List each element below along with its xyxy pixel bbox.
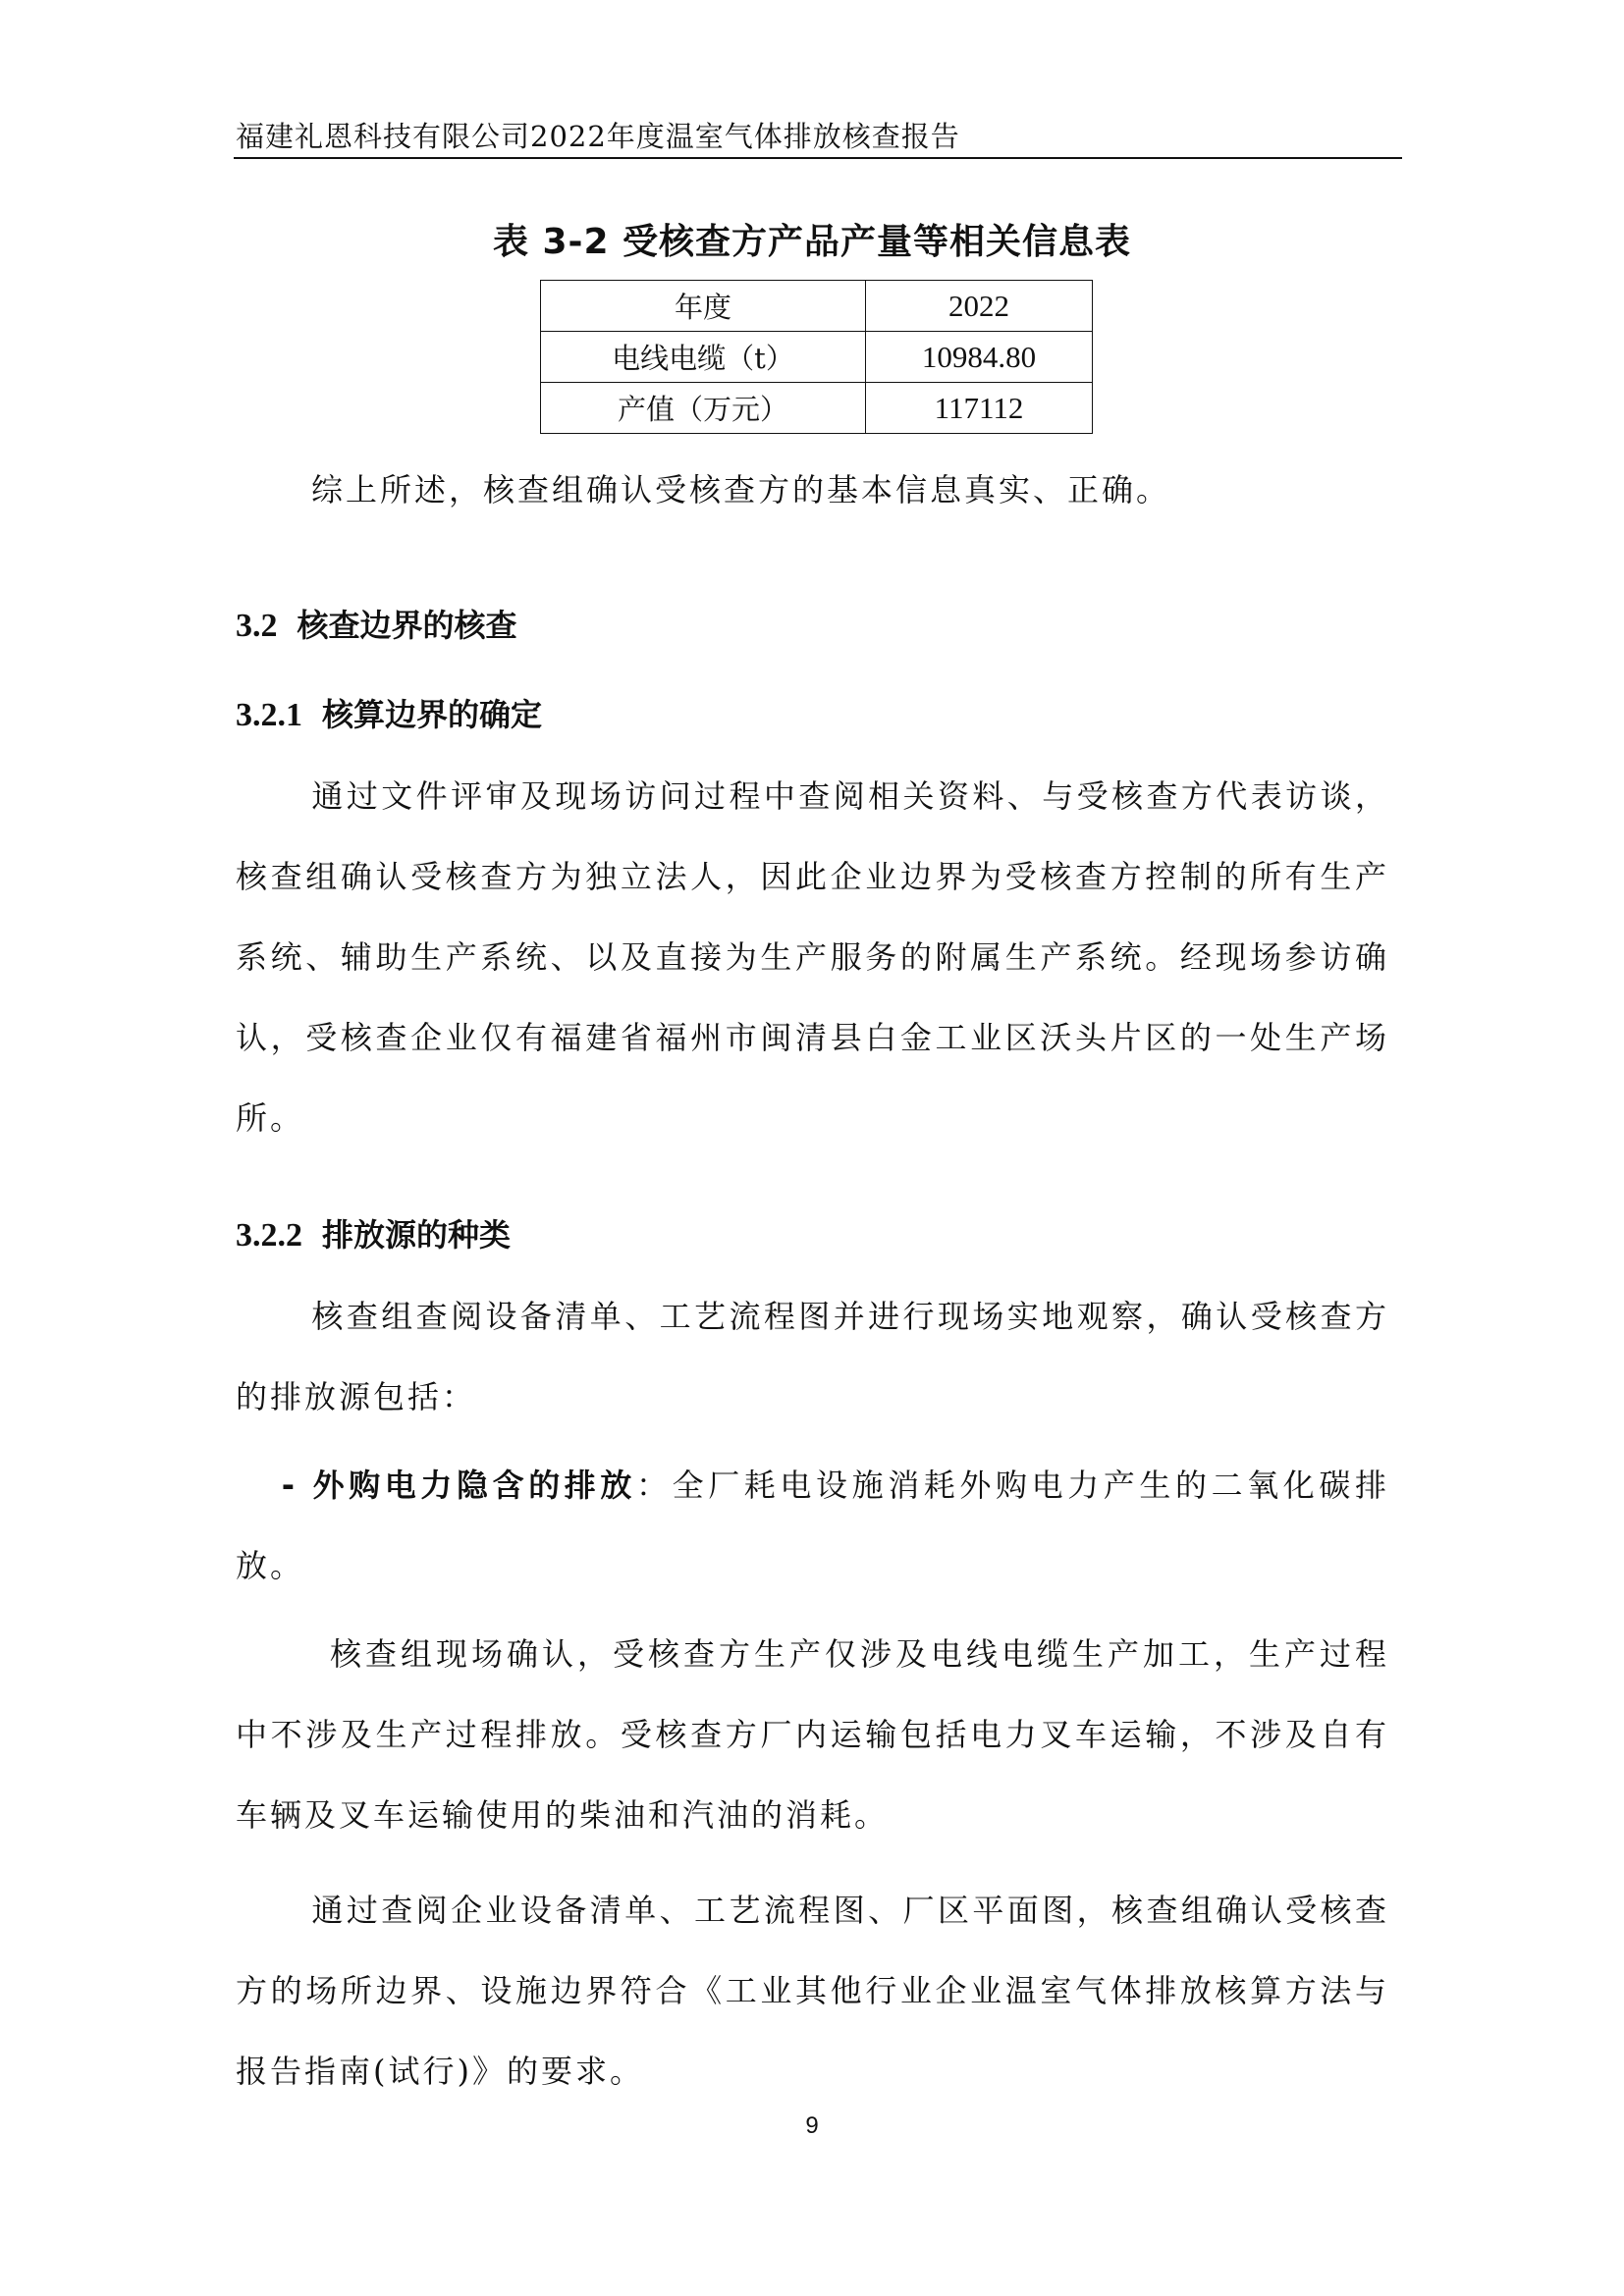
table-cell-value: 117112 [866, 383, 1093, 434]
bullet-marker: - [281, 1467, 298, 1504]
section-number: 3.2.1 [236, 697, 302, 733]
process-emission-text: 核查组现场确认，受核查方生产仅涉及电线电缆生产加工，生产过程中不涉及生产过程排放。受核查方厂内运输包括电力叉车运输，不涉及自有车辆及叉车运输使用的柴油和汽油的消耗。 [236, 1635, 1389, 1834]
conclusion-paragraph [236, 1870, 1389, 2111]
section-title: 排放源的种类 [322, 1216, 512, 1254]
table-title: 表 3-2 受核查方产品产量等相关信息表 [492, 222, 1132, 262]
boundary-text: 通过文件评审及现场访问过程中查阅相关资料、与受核查方代表访谈，核查组确认受核查方为独立法人，因此企业边界为受核查方控制的所有生产系统、辅助生产系统、以及直接为生产服务的附属生产系统。经现场参访确认，受核查企业仅有福建省福州市闽清县白金工业区沃头片区的一处生产场所。 [236, 777, 1389, 1137]
summary-text: 综上所述，核查组确认受核查方的基本信息真实、正确。 [311, 471, 1171, 508]
table-cell-label: 年度 [541, 281, 866, 332]
conclusion-text: 通过查阅企业设备清单、工艺流程图、厂区平面图，核查组确认受核查方的场所边界、设施边界符合《工业其他行业企业温室气体排放核算方法与报告指南(试行)》的要求。 [236, 1892, 1389, 2090]
table-cell-value: 10984.80 [866, 332, 1093, 383]
boundary-paragraph [236, 756, 1389, 1158]
page-header-title: 福建礼恩科技有限公司2022年度温室气体排放核查报告 [236, 120, 960, 153]
table-row [541, 332, 1093, 383]
bullet-text: ：全厂耗电设施消耗外购电力产生的二氧化碳排放。 [236, 1467, 1389, 1584]
product-info-table [540, 280, 1093, 434]
section-title: 核查边界的核查 [297, 607, 517, 644]
emission-intro-text: 核查组查阅设备清单、工艺流程图并进行现场实地观察，确认受核查方的排放源包括： [236, 1298, 1389, 1415]
process-emission-paragraph [236, 1614, 1389, 1855]
table-cell-label: 电线电缆（t） [541, 332, 866, 383]
section-number: 3.2 [236, 608, 278, 644]
section-number: 3.2.2 [236, 1217, 302, 1254]
section-heading-3-2-2 [236, 1210, 511, 1255]
table-row [541, 281, 1093, 332]
table-row [541, 383, 1093, 434]
section-heading-3-2 [236, 601, 517, 646]
summary-paragraph [236, 450, 1389, 530]
bullet-item-electricity [236, 1445, 1389, 1606]
table-cell-value: 2022 [866, 281, 1093, 332]
header-divider [234, 157, 1402, 159]
emission-source-intro [236, 1276, 1389, 1437]
section-title: 核算边界的确定 [322, 696, 543, 733]
bullet-title: 外购电力隐含的排放 [311, 1467, 636, 1504]
table-cell-label: 产值（万元） [541, 383, 866, 434]
page-number: 9 [805, 2112, 819, 2139]
section-heading-3-2-1 [236, 690, 542, 735]
